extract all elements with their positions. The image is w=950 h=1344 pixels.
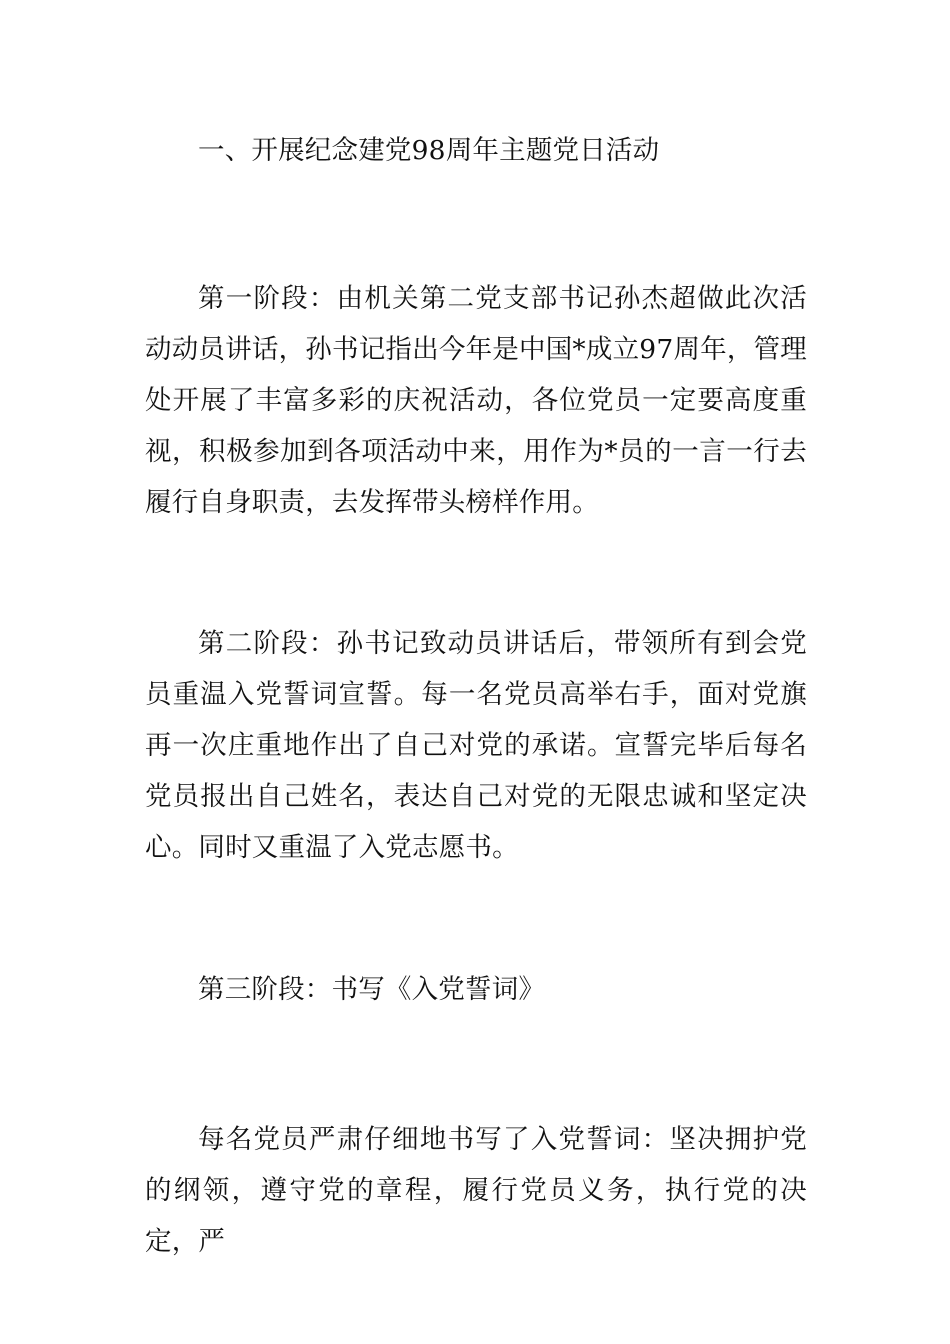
paragraph-oath-writing: 每名党员严肃仔细地书写了入党誓词：坚决拥护党的纲领，遵守党的章程，履行党员义务，执行党的决定，严 (145, 1124, 807, 1257)
paragraph-stage-one: 第一阶段：由机关第二党支部书记孙杰超做此次活动动员讲话，孙书记指出今年是中国*成立97周年，管理处开展了丰富多彩的庆祝活动，各位党员一定要高度重视，积极参加到各项活动中来，用作为*员的一言一行去履行自身职责，去发挥带头榜样作用。 (145, 283, 807, 518)
section-heading: 一、开展纪念建党98周年主题党日活动 (198, 135, 660, 166)
paragraph-stage-two: 第二阶段：孙书记致动员讲话后，带领所有到会党员重温入党誓词宣誓。每一名党员高举右手，面对党旗再一次庄重地作出了自己对党的承诺。宣誓完毕后每名党员报出自己姓名，表达自己对党的无限忠诚和坚定决心。同时又重温了入党志愿书。 (145, 628, 807, 863)
paragraph-stage-three: 第三阶段：书写《入党誓词》 (198, 974, 546, 1005)
